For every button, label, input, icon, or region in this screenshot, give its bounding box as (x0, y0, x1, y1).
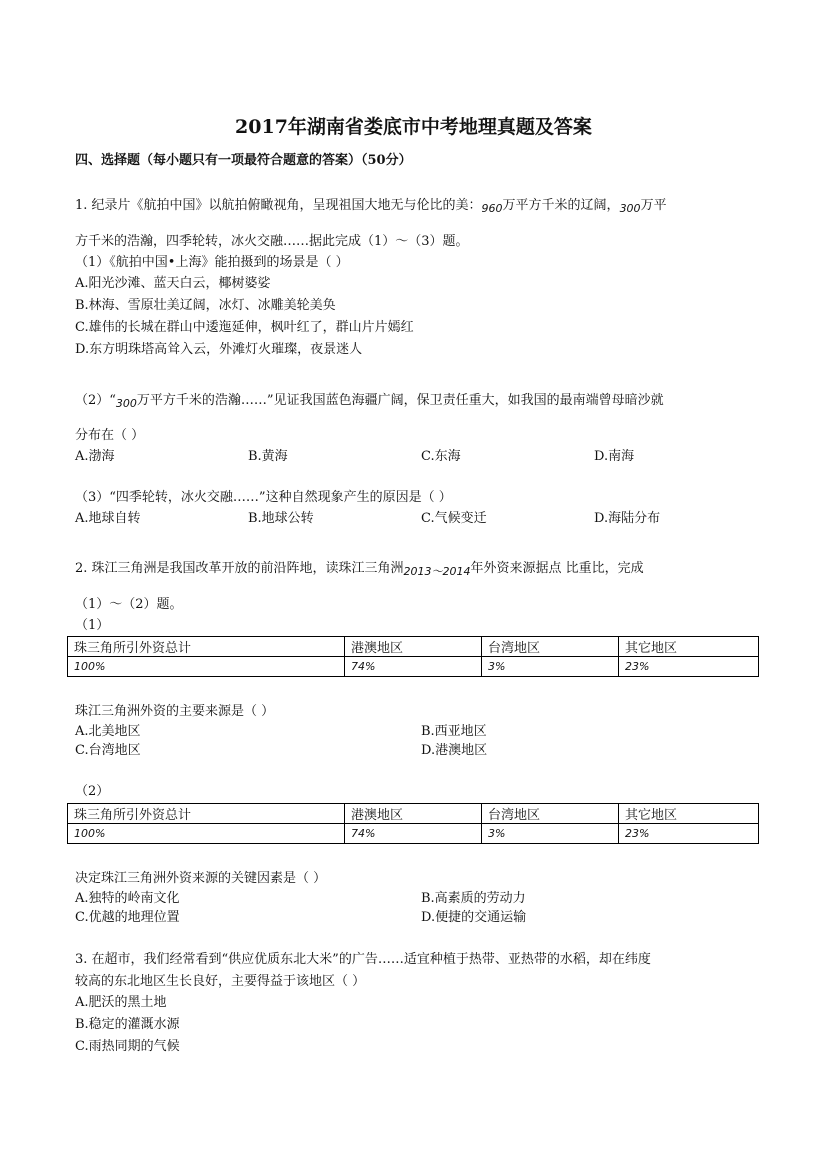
table-header-cell: 港澳地区 (345, 637, 482, 657)
table-cell: 100% (68, 824, 345, 844)
table-header-row (68, 637, 759, 657)
q1-sea-number: 300 (619, 202, 641, 215)
q1-sub2-stem-b: 万平方千米的浩瀚……”见证我国蓝色海疆广阔，保卫责任重大，如我国的最南端曾母暗沙就 (136, 393, 664, 408)
q2-sub2-option-b[interactable]: B.高素质的劳动力 (421, 891, 526, 906)
table-cell: 100% (68, 657, 345, 677)
q1-sub2-option-b[interactable]: B.黄海 (248, 449, 288, 464)
q2-intro-text-a: 2. 珠江三角洲是我国改革开放的前沿阵地，读珠江三角洲 (75, 561, 404, 576)
q2-sub2-option-c[interactable]: C.优越的地理位置 (75, 910, 180, 925)
table-cell: 74% (345, 657, 482, 677)
q2-years: 2013～2014 (403, 565, 471, 578)
table-header-cell: 珠三角所引外资总计 (68, 804, 345, 824)
q1-sub2-option-a[interactable]: A.渤海 (75, 449, 115, 464)
q2-sub1-option-d[interactable]: D.港澳地区 (421, 743, 488, 758)
table-header-cell: 珠三角所引外资总计 (68, 637, 345, 657)
table-cell: 3% (482, 824, 619, 844)
q1-intro-text-b: 万平方千米的辽阔， (502, 198, 620, 213)
table-header-cell: 台湾地区 (482, 637, 619, 657)
q2-intro-line1 (75, 561, 644, 577)
q1-intro-line2: 方千米的浩瀚，四季轮转，冰火交融……据此完成（1）～（3）题。 (75, 234, 469, 249)
q1-sub2-option-d[interactable]: D.南海 (594, 449, 635, 464)
q2-sub2-label: （2） (75, 784, 110, 799)
table-row (68, 657, 759, 677)
q3-option-c[interactable]: C.雨热同期的气候 (75, 1039, 180, 1054)
table-header-row (68, 804, 759, 824)
q3-option-b[interactable]: B.稳定的灌溉水源 (75, 1017, 180, 1032)
q1-sub3-stem: （3）“四季轮转，冰火交融……”这种自然现象产生的原因是（ ） (75, 490, 452, 505)
q1-sub3-option-d[interactable]: D.海陆分布 (594, 511, 661, 526)
q3-stem-line1: 3. 在超市，我们经常看到“供应优质东北大米”的广告……适宜种植于热带、亚热带的水稻，却在纬度 (75, 952, 651, 967)
q1-sub3-option-c[interactable]: C.气候变迁 (421, 511, 487, 526)
q2-sub1-label: （1） (75, 618, 110, 633)
q1-sub3-option-b[interactable]: B.地球公转 (248, 511, 314, 526)
q1-sub3-option-a[interactable]: A.地球自转 (75, 511, 141, 526)
q2-sub2-option-a[interactable]: A.独特的岭南文化 (75, 891, 180, 906)
table-header-cell: 其它地区 (619, 637, 759, 657)
page-title: 2017年湖南省娄底市中考地理真题及答案 (235, 116, 592, 138)
q1-intro-text-c: 万平 (640, 198, 667, 213)
q1-sub2-option-c[interactable]: C.东海 (421, 449, 461, 464)
table-cell: 74% (345, 824, 482, 844)
q1-sub2-stem-line1 (75, 393, 664, 409)
q1-sub1-option-d[interactable]: D.东方明珠塔高耸入云，外滩灯火璀璨，夜景迷人 (75, 342, 363, 357)
q1-sub1-option-b[interactable]: B.林海、雪原壮美辽阔，冰灯、冰雕美轮美奂 (75, 298, 336, 313)
q2-sub2-stem: 决定珠江三角洲外资来源的关键因素是（ ） (75, 871, 327, 886)
foreign-investment-table-1 (67, 636, 759, 677)
q1-sub1-option-c[interactable]: C.雄伟的长城在群山中逶迤延伸，枫叶红了，群山片片嫣红 (75, 320, 414, 335)
q1-sub2-number: 300 (115, 397, 137, 410)
table-cell: 3% (482, 657, 619, 677)
foreign-investment-table-2 (67, 803, 759, 844)
q1-intro-line1 (75, 198, 667, 214)
q1-area-number: 960 (481, 202, 503, 215)
q3-stem-line2: 较高的东北地区生长良好，主要得益于该地区（ ） (75, 974, 366, 989)
section-heading: 四、选择题（每小题只有一项最符合题意的答案）（50分） (75, 153, 412, 168)
table-header-cell: 港澳地区 (345, 804, 482, 824)
q1-intro-text-a: 1. 纪录片《航拍中国》以航拍俯瞰视角，呈现祖国大地无与伦比的美： (75, 198, 482, 213)
q2-sub1-stem: 珠江三角洲外资的主要来源是（ ） (75, 704, 275, 719)
q2-sub2-option-d[interactable]: D.便捷的交通运输 (421, 910, 527, 925)
q2-sub1-option-c[interactable]: C.台湾地区 (75, 743, 141, 758)
q3-option-a[interactable]: A.肥沃的黑土地 (75, 995, 167, 1010)
q1-sub2-stem-a: （2）“ (75, 393, 116, 408)
q2-intro-line2: （1）～（2）题。 (75, 597, 183, 612)
q1-sub1-option-a[interactable]: A.阳光沙滩、蓝天白云，椰树婆娑 (75, 276, 271, 291)
table-cell: 23% (619, 824, 759, 844)
q2-sub1-option-a[interactable]: A.北美地区 (75, 724, 141, 739)
table-cell: 23% (619, 657, 759, 677)
q1-sub2-stem-line2: 分布在（ ） (75, 428, 145, 443)
table-header-cell: 其它地区 (619, 804, 759, 824)
q2-intro-text-b: 年外资来源据点 比重比，完成 (470, 561, 644, 576)
table-row (68, 824, 759, 844)
q2-sub1-option-b[interactable]: B.西亚地区 (421, 724, 487, 739)
q1-sub1-stem: （1）《航拍中国•上海》能拍摄到的场景是（ ） (75, 255, 349, 270)
table-header-cell: 台湾地区 (482, 804, 619, 824)
